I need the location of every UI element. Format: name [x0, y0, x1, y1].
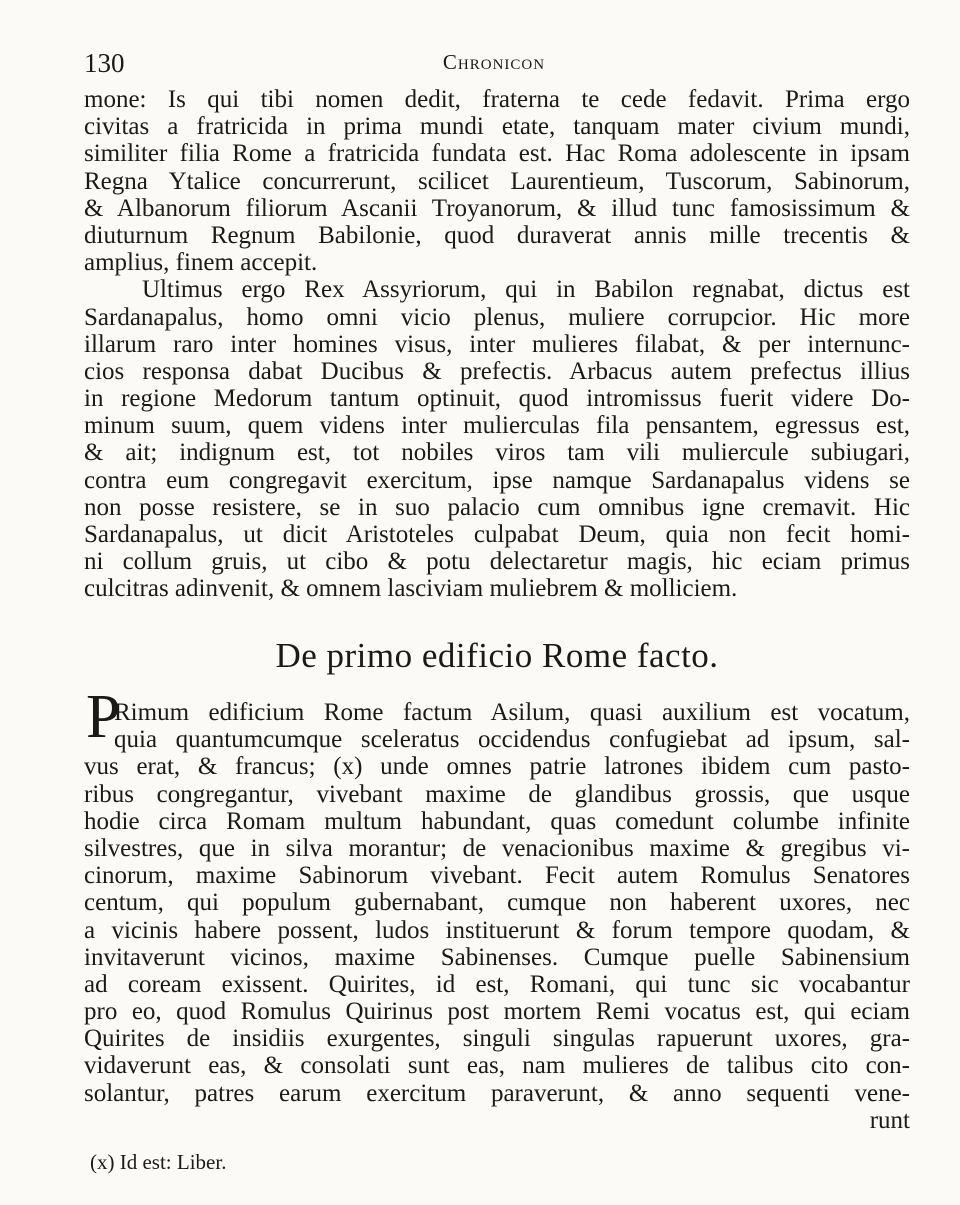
text-line: & Albanorum filiorum Ascanii Troyanorum, & illud tunc famosissimum &	[84, 194, 910, 222]
text-line: in regione Medorum tantum optinuit, quod intromissus fuerit videre Do-	[84, 385, 910, 413]
text-line: Regna Ytalice concurrerunt, scilicet Laurentieum, Tuscorum, Sabinorum,	[84, 167, 910, 195]
running-head: Chronicon	[442, 50, 546, 74]
text-line: culcitras adinvenit, & omnem lasciviam muliebrem & molliciem.	[84, 575, 738, 603]
text-line: solantur, patres earum exercitum paraverunt, & anno sequenti vene-	[84, 1079, 910, 1107]
text-line: Quirites de insidiis exurgentes, singuli singulas rapuerunt uxores, gra-	[84, 1025, 910, 1053]
text-line: ad coream exissent. Quirites, id est, Romani, qui tunc sic vocabantur	[84, 970, 910, 998]
text-block-asilum	[84, 699, 910, 1134]
drop-cap: P	[86, 683, 121, 751]
page-header	[84, 44, 904, 84]
text-line: a vicinis habere possent, ludos instituerunt & forum tempore quodam, &	[84, 916, 910, 944]
section-heading: De primo edificio Rome facto.	[275, 636, 719, 675]
text-line: cinorum, maxime Sabinorum vivebant. Fecit autem Romulus Senatores	[84, 862, 910, 890]
text-line: invitaverunt vicinos, maxime Sabinenses. Cumque puelle Sabinensium	[84, 943, 910, 971]
text-line: pro eo, quod Romulus Quirinus post mortem Remi vocatus est, qui eciam	[84, 998, 910, 1026]
text-line: vus erat, & francus; (x) unde omnes patrie latrones ibidem cum pasto-	[84, 753, 910, 781]
footnote: (x) Id est: Liber.	[90, 1150, 227, 1174]
text-line: illarum raro inter homines visus, inter mulieres filabat, & per internunc-	[84, 330, 910, 358]
text-line: minum suum, quem videns inter mulierculas fila pensantem, egressus est,	[84, 412, 910, 440]
text-line: hodie circa Romam multum habundant, quas comedunt columbe infinite	[84, 807, 910, 835]
page-number: 130	[84, 48, 125, 78]
catchword: runt	[869, 1106, 910, 1134]
text-line: ribus congregantur, vivebant maxime de glandibus grossis, que usque	[84, 780, 910, 808]
text-line: Rimum edificium Rome factum Asilum, quasi auxilium est vocatum,	[114, 699, 910, 726]
text-block-sardanapalus	[84, 86, 910, 603]
text-line: diuturnum Regnum Babilonie, quod duraverat annis mille trecentis &	[84, 221, 910, 249]
text-line: civitas a fratricida in prima mundi etate, tanquam mater civium mundi,	[84, 113, 910, 141]
text-line: Sardanapalus, ut dicit Aristoteles culpabat Deum, quia non fecit homi-	[84, 521, 910, 548]
text-line: Ultimus ergo Rex Assyriorum, qui in Babilon regnabat, dictus est	[142, 276, 910, 304]
text-line: silvestres, que in silva morantur; de venacionibus maxime & gregibus vi-	[84, 834, 910, 862]
text-line: similiter filia Rome a fratricida fundata est. Hac Roma adolescente in ipsam	[84, 140, 910, 168]
text-line: cios responsa dabat Ducibus & prefectis. Arbacus autem prefectus illius	[84, 357, 910, 385]
text-line: non posse resistere, se in suo palacio cum omnibus igne cremavit. Hic	[84, 493, 910, 521]
text-line: & ait; indignum est, tot nobiles viros tam vili muliercule subiugari,	[84, 439, 910, 467]
text-line: vidaverunt eas, & consolati sunt eas, nam mulieres de talibus cito con-	[84, 1052, 910, 1080]
text-line: amplius, finem accepit.	[84, 249, 318, 277]
text-line: ni collum gruis, ut cibo & potu delectaretur magis, hic eciam primus	[84, 548, 910, 576]
text-line: centum, qui populum gubernabant, cumque non haberent uxores, nec	[84, 889, 910, 917]
text-line: quia quantumcumque sceleratus occidendus confugiebat ad ipsum, sal-	[114, 726, 910, 754]
text-line: mone: Is qui tibi nomen dedit, fraterna te cede fedavit. Prima ergo	[84, 86, 910, 113]
text-line: contra eum congregavit exercitum, ipse namque Sardanapalus videns se	[84, 466, 910, 494]
text-line: Sardanapalus, homo omni vicio plenus, muliere corrupcior. Hic more	[84, 303, 910, 331]
